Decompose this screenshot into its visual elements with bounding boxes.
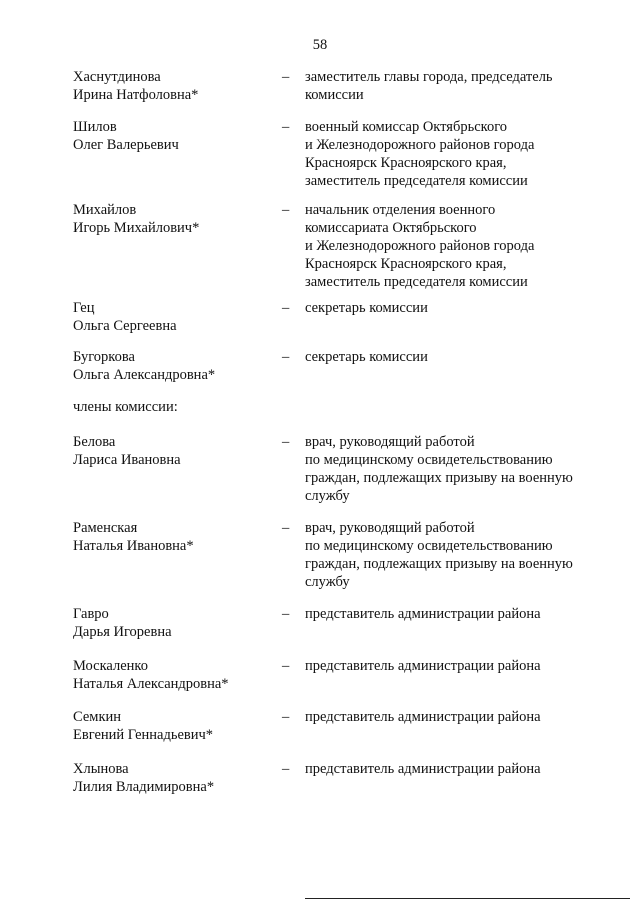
- member-role: [305, 118, 605, 190]
- member-role: [305, 299, 605, 317]
- role-line: службу: [305, 488, 350, 504]
- member-name: [73, 433, 278, 469]
- role-line: граждан, подлежащих призыву на военную: [305, 470, 573, 486]
- member-surname: Хлынова: [73, 761, 129, 777]
- role-line: по медицинскому освидетельствованию: [305, 452, 553, 468]
- member-name: [73, 657, 278, 693]
- member-given-names: Ольга Сергеевна: [73, 318, 177, 334]
- dash-separator: –: [282, 202, 290, 218]
- member-surname: Раменская: [73, 520, 138, 536]
- member-role: [305, 605, 605, 623]
- role-line: комиссии: [305, 87, 364, 103]
- member-given-names: Наталья Ивановна*: [73, 538, 194, 554]
- member-given-names: Игорь Михайлович*: [73, 220, 200, 236]
- member-role: [305, 68, 605, 104]
- dash-separator: –: [282, 520, 290, 536]
- member-given-names: Лариса Ивановна: [73, 452, 181, 468]
- dash-separator: –: [282, 658, 290, 674]
- member-given-names: Наталья Александровна*: [73, 676, 229, 692]
- member-surname: Гец: [73, 300, 95, 316]
- role-line: службу: [305, 574, 350, 590]
- role-line: и Железнодорожного районов города: [305, 238, 535, 254]
- page-number: 58: [312, 37, 328, 53]
- role-line: военный комиссар Октябрьского: [305, 119, 508, 135]
- dash-separator: –: [282, 709, 290, 725]
- role-line: Красноярск Красноярского края,: [305, 256, 507, 272]
- member-name: [73, 708, 278, 744]
- member-surname: Бугоркова: [73, 349, 135, 365]
- member-surname: Москаленко: [73, 658, 148, 674]
- role-line: представитель администрации района: [305, 658, 541, 674]
- dash-separator: –: [282, 300, 290, 316]
- member-role: [305, 433, 605, 505]
- member-given-names: Олег Валерьевич: [73, 137, 179, 153]
- role-line: врач, руководящий работой: [305, 434, 475, 450]
- members-section-label: члены комиссии:: [73, 399, 178, 415]
- member-given-names: Дарья Игоревна: [73, 624, 172, 640]
- member-surname: Белова: [73, 434, 116, 450]
- dash-separator: –: [282, 349, 290, 365]
- member-given-names: Ирина Натфоловна*: [73, 87, 199, 103]
- role-line: заместитель председателя комиссии: [305, 173, 528, 189]
- member-given-names: Евгений Геннадьевич*: [73, 727, 214, 743]
- member-surname: Шилов: [73, 119, 117, 135]
- role-line: секретарь комиссии: [305, 349, 428, 365]
- member-name: [73, 605, 278, 641]
- member-given-names: Ольга Александровна*: [73, 367, 216, 383]
- role-line: заместитель председателя комиссии: [305, 274, 528, 290]
- member-surname: Михайлов: [73, 202, 137, 218]
- dash-separator: –: [282, 119, 290, 135]
- role-line: представитель администрации района: [305, 606, 541, 622]
- role-line: по медицинскому освидетельствованию: [305, 538, 553, 554]
- member-role: [305, 519, 605, 591]
- member-role: [305, 760, 605, 778]
- role-line: представитель администрации района: [305, 709, 541, 725]
- member-surname: Гавро: [73, 606, 109, 622]
- dash-separator: –: [282, 761, 290, 777]
- member-surname: Хаснутдинова: [73, 69, 161, 85]
- role-line: начальник отделения военного: [305, 202, 496, 218]
- dash-separator: –: [282, 69, 290, 85]
- role-line: Красноярск Красноярского края,: [305, 155, 507, 171]
- member-name: [73, 519, 278, 555]
- footer-rule: [305, 898, 630, 899]
- member-role: [305, 201, 605, 291]
- member-surname: Семкин: [73, 709, 122, 725]
- member-name: [73, 760, 278, 796]
- role-line: представитель администрации района: [305, 761, 541, 777]
- member-name: [73, 118, 278, 154]
- member-role: [305, 348, 605, 366]
- member-name: [73, 201, 278, 237]
- role-line: и Железнодорожного районов города: [305, 137, 535, 153]
- dash-separator: –: [282, 606, 290, 622]
- role-line: граждан, подлежащих призыву на военную: [305, 556, 573, 572]
- member-name: [73, 299, 278, 335]
- role-line: комиссариата Октябрьского: [305, 220, 477, 236]
- dash-separator: –: [282, 434, 290, 450]
- member-role: [305, 657, 605, 675]
- role-line: секретарь комиссии: [305, 300, 428, 316]
- role-line: врач, руководящий работой: [305, 520, 475, 536]
- member-name: [73, 348, 278, 384]
- member-role: [305, 708, 605, 726]
- role-line: заместитель главы города, председатель: [305, 69, 553, 85]
- member-name: [73, 68, 278, 104]
- member-given-names: Лилия Владимировна*: [73, 779, 215, 795]
